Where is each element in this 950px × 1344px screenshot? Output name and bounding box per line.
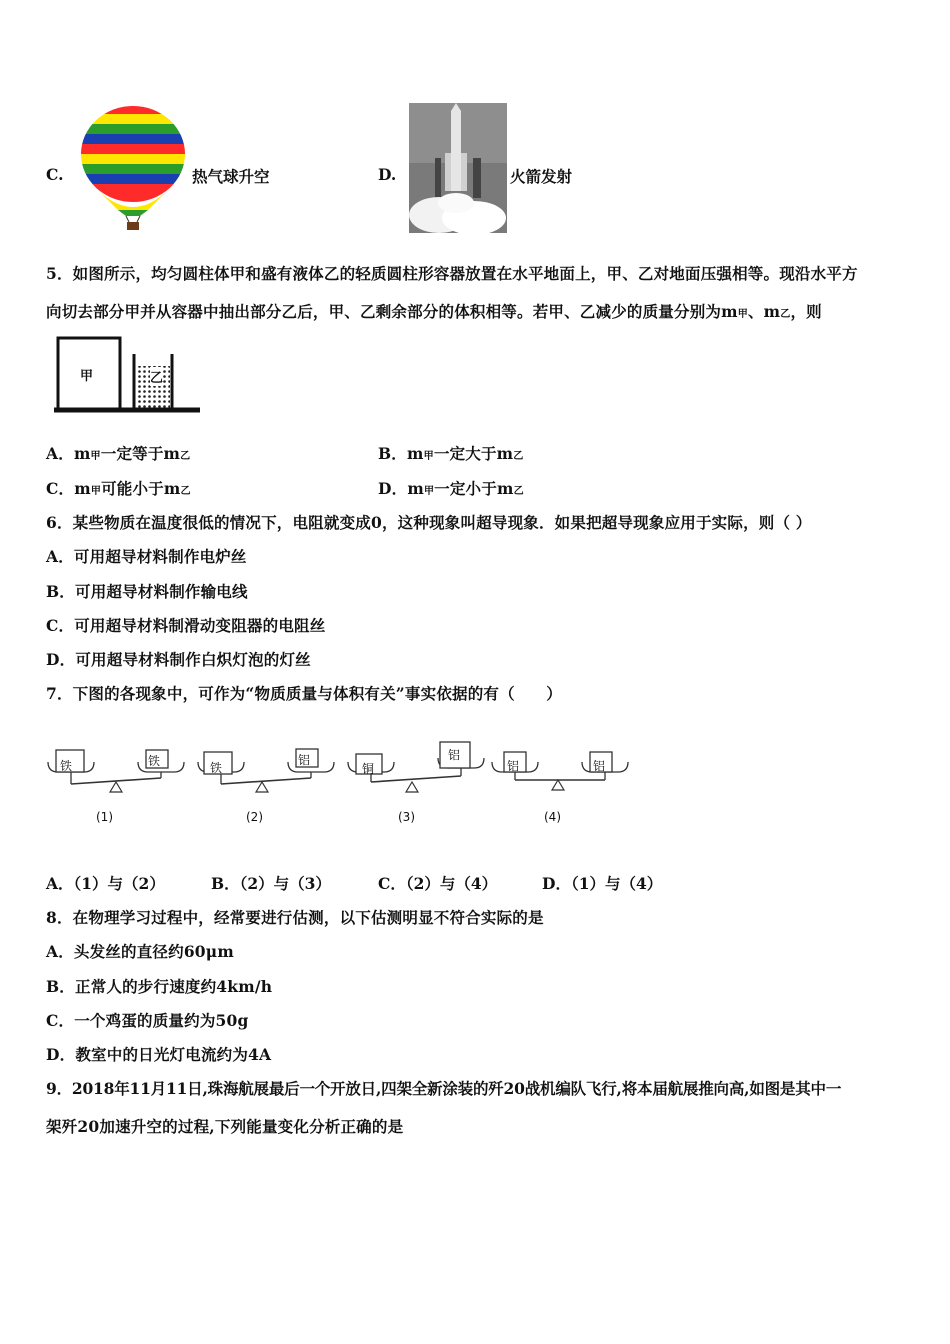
q6-option-b: B．可用超导材料制作输电线 (46, 582, 248, 601)
option-c-label: 热气球升空 (192, 167, 270, 186)
option-c-letter: C. (46, 165, 64, 184)
q5-stem-line2: 向切去部分甲并从容器中抽出部分乙后，甲、乙剩余部分的体积相等。若甲、乙减少的质量分别为m甲、m乙，则 (46, 302, 822, 321)
q8-option-d: D．教室中的日光灯电流约为4A (46, 1045, 272, 1064)
q7-option-d: D．（1）与（4） (542, 874, 663, 893)
q7-fig2-left-label: 铁 (210, 761, 223, 775)
q7-fig1-right-label: 铁 (148, 754, 161, 768)
q5-option-d: D．m甲一定小于m乙 (378, 479, 524, 498)
q7-fig4-left-label: 铝 (507, 759, 520, 773)
q7-fig3-right-label: 铝 (448, 748, 461, 762)
q9-stem-line2: 架歼20加速升空的过程,下列能量变化分析正确的是 (46, 1117, 404, 1136)
q7-option-b: B．（2）与（3） (211, 874, 331, 893)
q7-fig3-caption: (3) (398, 810, 415, 824)
q5-option-b: B．m甲一定大于m乙 (378, 444, 524, 463)
option-d-label: 火箭发射 (510, 167, 573, 186)
option-d-letter: D. (378, 165, 397, 184)
rocket-launch-image (409, 103, 507, 233)
q7-fig4-right-label: 铝 (593, 759, 606, 773)
q5-option-a: A．m甲一定等于m乙 (46, 444, 191, 463)
q9-stem-line1: 9．2018年11月11日,珠海航展最后一个开放日,四架全新涂装的歼20战机编队飞行,将本届航展推向高,如图是其中一 (46, 1079, 842, 1098)
q5-option-c: C．m甲可能小于m乙 (46, 479, 191, 498)
q7-fig3-left-label: 铜 (362, 762, 375, 776)
q7-fig4-caption: (4) (544, 810, 561, 824)
q5-stem-line1: 5．如图所示，均匀圆柱体甲和盛有液体乙的轻质圆柱形容器放置在水平地面上，甲、乙对地面压强相等。现沿水平方 (46, 264, 858, 283)
q6-option-d: D．可用超导材料制作白炽灯泡的灯丝 (46, 650, 311, 669)
q7-stem: 7．下图的各现象中，可作为“物质质量与体积有关”事实依据的有（ ） (46, 684, 562, 703)
q7-fig2-right-label: 铝 (298, 753, 311, 767)
q6-option-c: C．可用超导材料制滑动变阻器的电阻丝 (46, 616, 326, 635)
q5-figure-label-yi: 乙 (150, 367, 163, 386)
q5-figure (52, 334, 202, 420)
q6-stem: 6．某些物质在温度很低的情况下，电阻就变成0，这种现象叫超导现象．如果把超导现象应用于实际，则（ ） (46, 513, 812, 532)
q7-option-c: C．（2）与（4） (378, 874, 498, 893)
q5-figure-label-jia: 甲 (80, 369, 94, 384)
q8-option-a: A．头发丝的直径约60μm (46, 942, 234, 961)
hot-air-balloon-image (78, 104, 188, 232)
q8-option-b: B．正常人的步行速度约4km/h (46, 977, 273, 996)
q6-option-a: A．可用超导材料制作电炉丝 (46, 547, 247, 566)
q8-stem: 8．在物理学习过程中，经常要进行估测，以下估测明显不符合实际的是 (46, 908, 544, 927)
q7-fig1-caption: (1) (96, 810, 113, 824)
q8-option-c: C．一个鸡蛋的质量约为50g (46, 1011, 249, 1030)
q7-fig2-caption: (2) (246, 810, 263, 824)
q7-fig1-left-label: 铁 (60, 759, 73, 773)
q7-option-a: A．（1）与（2） (46, 874, 165, 893)
